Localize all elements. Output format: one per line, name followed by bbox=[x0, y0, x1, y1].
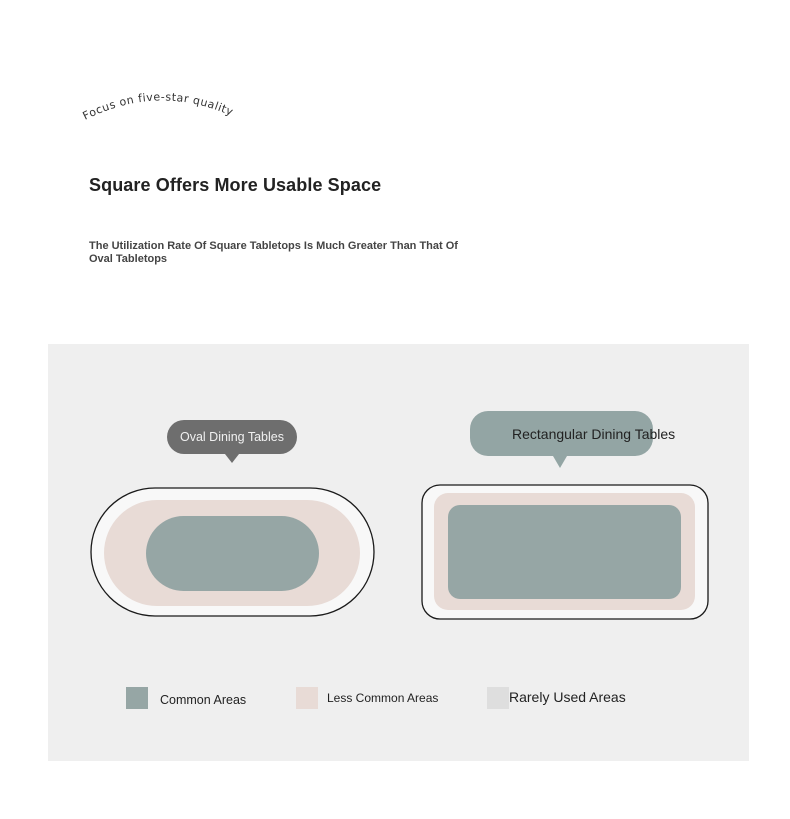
oval-tables-label: Oval Dining Tables bbox=[180, 430, 284, 444]
oval-tables-callout bbox=[167, 420, 297, 454]
legend-common-areas bbox=[126, 687, 246, 709]
legend-less-common-areas bbox=[296, 687, 438, 709]
legend-label-common: Common Areas bbox=[160, 692, 247, 707]
page-title: Square Offers More Usable Space bbox=[89, 175, 382, 195]
rect-callout-pointer bbox=[553, 456, 567, 468]
page-subtitle: The Utilization Rate Of Square Tabletops Is Much Greater Than That Of Oval Tabletops bbox=[89, 240, 458, 265]
legend-swatch-rarely-used bbox=[487, 687, 509, 709]
legend-label-rarely-used: Rarely Used Areas bbox=[509, 689, 626, 705]
legend-label-less-common: Less Common Areas bbox=[327, 691, 439, 705]
rect-tables-callout bbox=[470, 411, 676, 456]
oval-callout-pointer bbox=[225, 454, 239, 463]
legend-swatch-less-common bbox=[296, 687, 318, 709]
legend-rarely-used-areas bbox=[487, 687, 626, 709]
tagline-text: Focus on five-star quality bbox=[80, 90, 236, 123]
oval-common-area bbox=[146, 516, 319, 591]
legend-swatch-common bbox=[126, 687, 148, 709]
rect-common-area bbox=[448, 505, 681, 599]
rect-tables-label: Rectangular Dining Tables bbox=[512, 426, 676, 442]
